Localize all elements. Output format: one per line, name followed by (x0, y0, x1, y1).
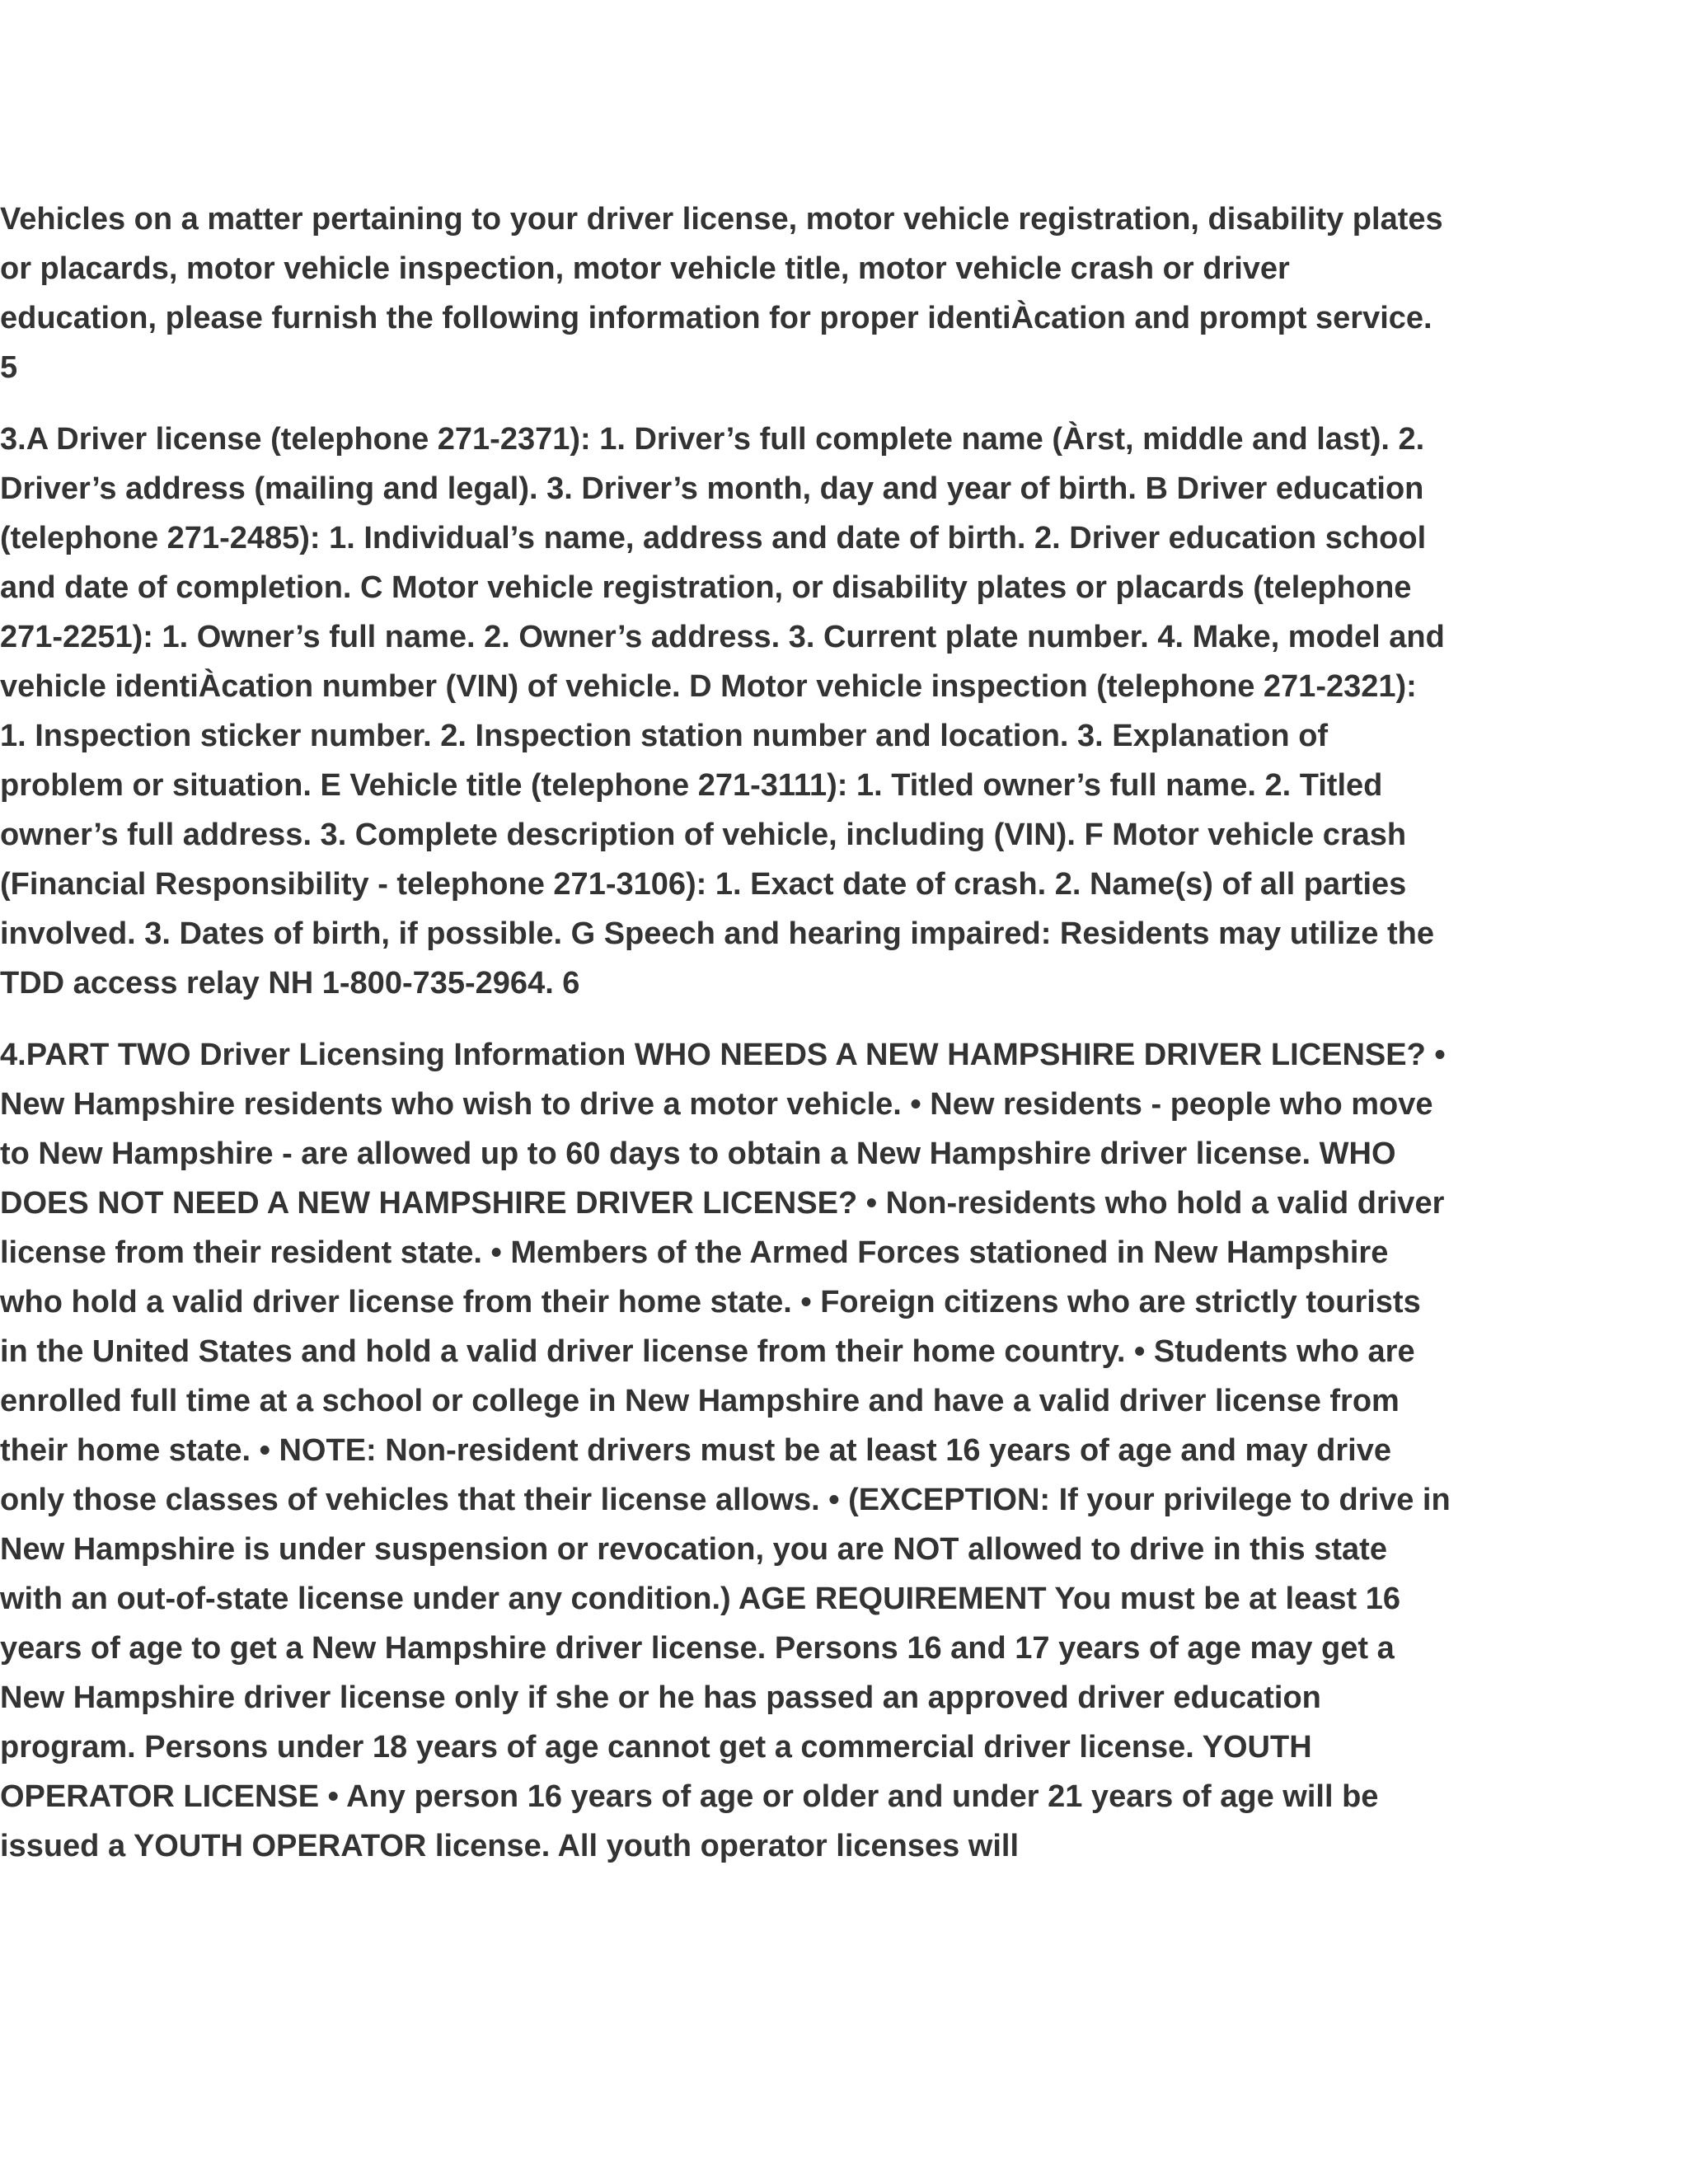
paragraph-licensing-info: 4.PART TWO Driver Licensing Information WHO NEEDS A NEW HAMPSHIRE DRIVER LICENSE? • New Hampshire residents who wish to drive a motor vehicle. • New residents - people who move to New Hampshire - are allowed up to 60 days to obtain a New Hampshire driver license. WHO DOES NOT NEED A NEW HAMPSHIRE DRIVER LICENSE? • Non-residents who hold a valid driver license from their resident state. • Members of the Armed Forces stationed in New Hampshire who hold a valid driver license from their home state. • Foreign citizens who are strictly tourists in the United States and hold a valid driver license from their home country. • Students who are enrolled full time at a school or college in New Hampshire and have a valid driver license from their home state. • NOTE: Non-resident drivers must be at least 16 years of age and may drive only those classes of vehicles that their license allows. • (EXCEPTION: If your privilege to drive in New Hampshire is under suspension or revocation, you are NOT allowed to drive in this state with an out-of-state license under any condition.) AGE REQUIREMENT You must be at least 16 years of age to get a New Hampshire driver license. Persons 16 and 17 years of age may get a New Hampshire driver license only if she or he has passed an approved driver education program. Persons under 18 years of age cannot get a commercial driver license. YOUTH OPERATOR LICENSE • Any person 16 years of age or older and under 21 years of age will be issued a YOUTH OPERATOR license. All youth operator licenses will (0, 1038, 1451, 1863)
document-page (0, 194, 1451, 1893)
paragraph-contact-intro: Vehicles on a matter pertaining to your driver license, motor vehicle registration, disability plates or placards, motor vehicle inspection, motor vehicle title, motor vehicle crash or driver education, please furnish the following information for proper identiÀcation and prompt service. 5 (0, 202, 1443, 385)
paragraph-contact-details: 3.A Driver license (telephone 271-2371): 1. Driver’s full complete name (Àrst, middle and last). 2. Driver’s address (mailing and legal). 3. Driver’s month, day and year of birth. B Driver education (telephone 271-2485): 1. Individual’s name, address and date of birth. 2. Driver education school and date of completion. C Motor vehicle registration, or disability plates or placards (telephone 271-2251): 1. Owner’s full name. 2. Owner’s address. 3. Current plate number. 4. Make, model and vehicle identiÀcation number (VIN) of vehicle. D Motor vehicle inspection (telephone 271-2321): 1. Inspection sticker number. 2. Inspection station number and location. 3. Explanation of problem or situation. E Vehicle title (telephone 271-3111): 1. Titled owner’s full name. 2. Titled owner’s full address. 3. Complete description of vehicle, including (VIN). F Motor vehicle crash (Financial Responsibility - telephone 271-3106): 1. Exact date of crash. 2. Name(s) of all parties involved. 3. Dates of birth, if possible. G Speech and hearing impaired: Residents may utilize the TDD access relay NH 1-800-735-2964. 6 (0, 422, 1445, 1001)
